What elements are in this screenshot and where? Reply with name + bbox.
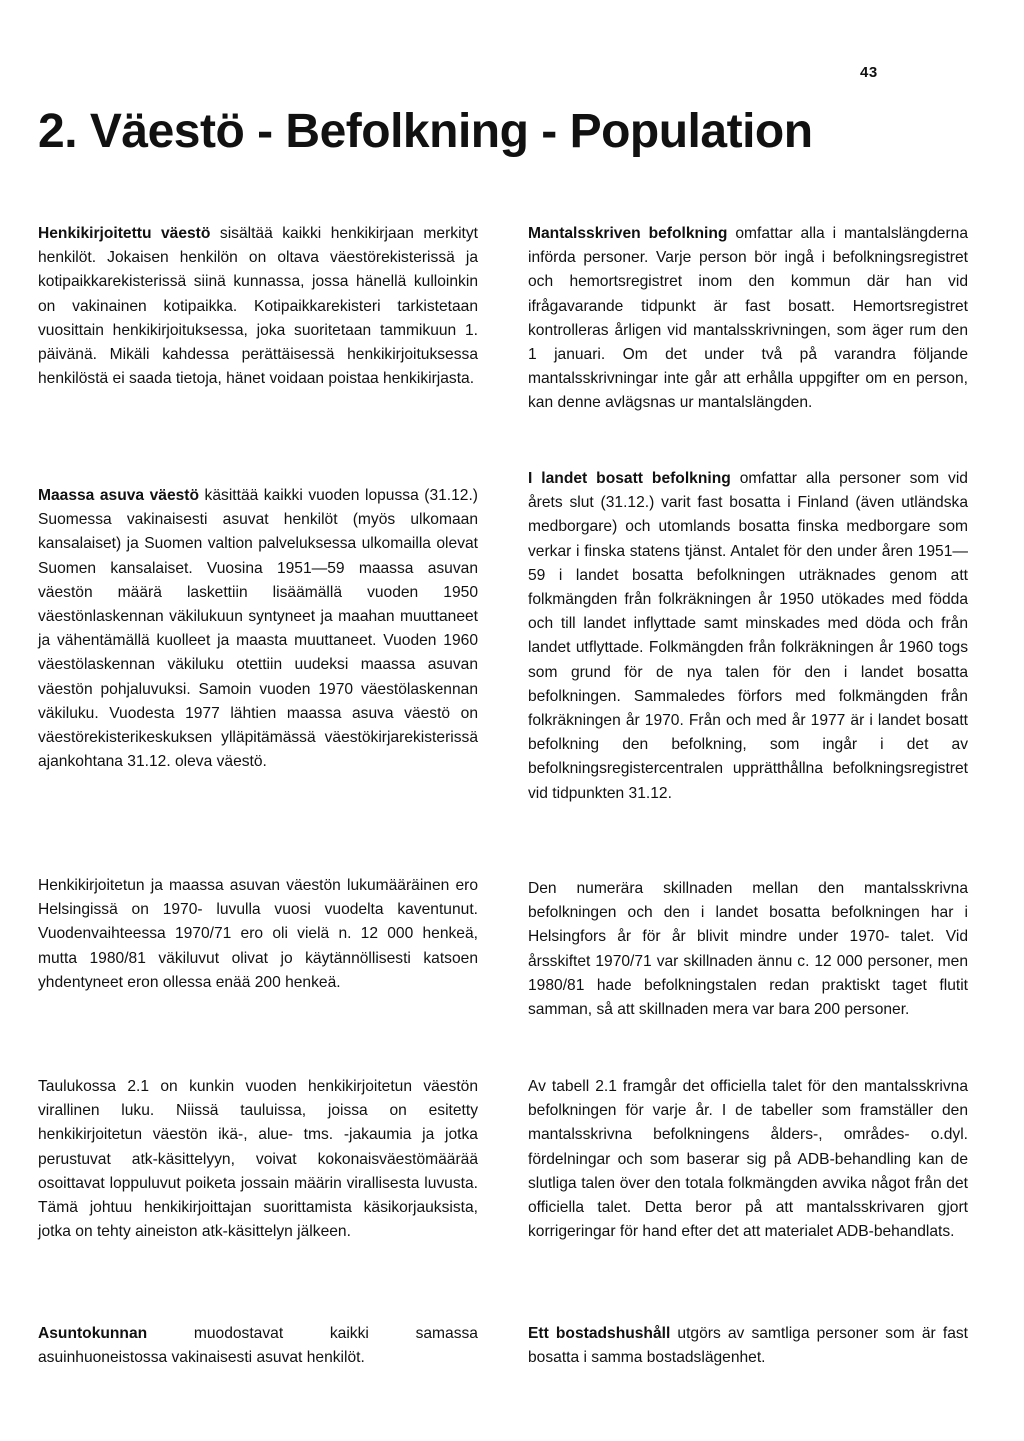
term-sv-1: Mantalsskriven befolkning — [528, 225, 728, 242]
text-fi-3: Henkikirjoitetun ja maassa asuvan väestön lukumääräinen ero Helsingissä on 1970- luvulla vuosi vuodelta kaventunut. Vuodenvaihteessa 1970/71 ero oli vielä n. 12 000 henkeä, mutta 1980/81 väkiluvut olivat jo käytännöllisesti katsoen yhdentyneet eron ollessa enää 200 henkeä. — [38, 877, 478, 991]
text-sv-4: Av tabell 2.1 framgår det officiella talet för den mantalsskrivna befolkningen för varje år. I de tabeller som framställer den mantalsskrivna befolkningens ålders-, områdes- o.dyl. fördelningar och som baserar sig på ADB-behandling kan de slutliga talen över den totala folkmängden avvika något från det officiella talet. Detta beror på att mantalsskrivaren gjort korrigeringar för hand efter det att materialet ADB-behandlats. — [528, 1078, 968, 1241]
paragraph-sv-1 — [528, 222, 968, 416]
paragraph-fi-4 — [38, 1075, 478, 1244]
paragraph-fi-2 — [38, 484, 478, 774]
paragraph-fi-3 — [38, 874, 478, 995]
text-fi-1: sisältää kaikki henkikirjaan merkityt henkilöt. Jokaisen henkilön on oltava väestörekisterissä ja kotipaikkarekisterissä siinä kunnassa, jossa hänellä kulloinkin on vakinainen kotipaikka. Kotipaikkarekisteri tarkistetaan vuosittain henkikirjoituksessa, joka suoritetaan tammikuun 1. päivänä. Mikäli kahdessa perättäisessä henkikirjoituksessa henkilöstä ei saada tietoja, hänet voidaan poistaa henkikirjasta. — [38, 225, 478, 388]
page-number: 43 — [860, 64, 878, 81]
term-fi-1: Henkikirjoitettu väestö — [38, 225, 211, 242]
paragraph-fi-1 — [38, 222, 478, 391]
text-sv-1: omfattar alla i mantalslängderna införda personer. Varje person bör ingå i befolkningsregistret och hemortsregistret inom den kommun där han vid ifrågavarande tidpunkt är fast bosatt. Hemortsregistret kontrolleras årligen vid mantalsskrivningen, som äger rum den 1 januari. Om det under två på varandra följande mantalsskrivningar inte går att erhålla uppgifter om en person, kan denne avlägsnas ur mantalslängden. — [528, 225, 968, 412]
text-fi-5: muodostavat kaikki samassa asuinhuoneistossa vakinaisesti asuvat henkilöt. — [38, 1325, 478, 1367]
text-sv-5: utgörs av samtliga personer som är fast bosatta i samma bostadslägenhet. — [528, 1325, 968, 1367]
term-fi-5: Asuntokunnan — [38, 1325, 148, 1342]
term-sv-2: I landet bosatt befolkning — [528, 470, 731, 487]
paragraph-sv-3 — [528, 877, 968, 1022]
paragraph-fi-5 — [38, 1322, 478, 1370]
paragraph-sv-5 — [528, 1322, 968, 1370]
paragraph-sv-4 — [528, 1075, 968, 1244]
term-sv-5: Ett bostadshushåll — [528, 1325, 671, 1342]
paragraph-sv-2 — [528, 467, 968, 806]
text-fi-2: käsittää kaikki vuoden lopussa (31.12.) Suomessa vakinaisesti asuvat henkilöt (myös ulkomaan kansalaiset) ja Suomen valtion palveluksessa ulkomailla olevat Suomen kansalaiset. Vuosina 1951—59 maassa asuvan väestön määrä laskettiin lisäämällä vuoden 1950 väestönlaskennan väkilukuun syntyneet ja maahan muuttaneet ja vähentämällä kuolleet ja maasta muuttaneet. Vuoden 1960 väestölaskennan väkiluku otettiin uudeksi maassa asuvan väestön pohjaluvuksi. Samoin vuoden 1970 väestölaskennan väkiluku. Vuodesta 1977 lähtien maassa asuva väestö on väestörekisterikeskuksen ylläpitämässä väestökirjarekisterissä ajankohtana 31.12. oleva väestö. — [38, 487, 478, 771]
term-fi-2: Maassa asuva väestö — [38, 487, 200, 504]
page-title: 2. Väestö - Befolkning - Population — [38, 105, 813, 158]
text-sv-3: Den numerära skillnaden mellan den mantalsskrivna befolkningen och den i landet bosatta befolkningen har i Helsingfors år för år blivit mindre under 1970- talet. Vid årsskiftet 1970/71 var skillnaden ännu c. 12 000 personer, men 1980/81 hade befolkningstalen redan praktiskt taget flutit samman, så att skillnaden mera var bara 200 personer. — [528, 880, 968, 1019]
text-sv-2: omfattar alla personer som vid årets slut (31.12.) varit fast bosatta i Finland (även utländska medborgare) och utomlands bosatta finska medborgare som verkar i finska statens tjänst. Antalet för den under åren 1951—59 i landet bosatta befolkningen uträknades genom att folkmängden från folkräkningen år 1950 utökades med födda och till landet inflyttade samt minskades med döda och från landet utflyttade. Folkmängden från folkräkningen år 1960 togs som grund för de nya talen för den i landet bosatta befolkningen. Sammaledes förfors med folkmängden från folkräkningen år 1970. Från och med år 1977 är i landet bosatt befolkning den befolkning, som ingår i det av befolkningsregistercentralen upprätthållna befolkningsregistret vid tidpunkten 31.12. — [528, 470, 968, 802]
text-fi-4: Taulukossa 2.1 on kunkin vuoden henkikirjoitetun väestön virallinen luku. Niissä tauluissa, joissa on esitetty henkikirjoitetun väestön ikä-, alue- tms. -jakaumia ja jotka perustuvat atk-käsittelyyn, voivat kokonaisväestömäärää osoittavat loppuluvut poiketa jossain määrin virallisesta luvusta. Tämä johtuu henkikirjoittajan suorittamista käsikorjauksista, jotka on tehty aineiston atk-käsittelyn jälkeen. — [38, 1078, 478, 1241]
